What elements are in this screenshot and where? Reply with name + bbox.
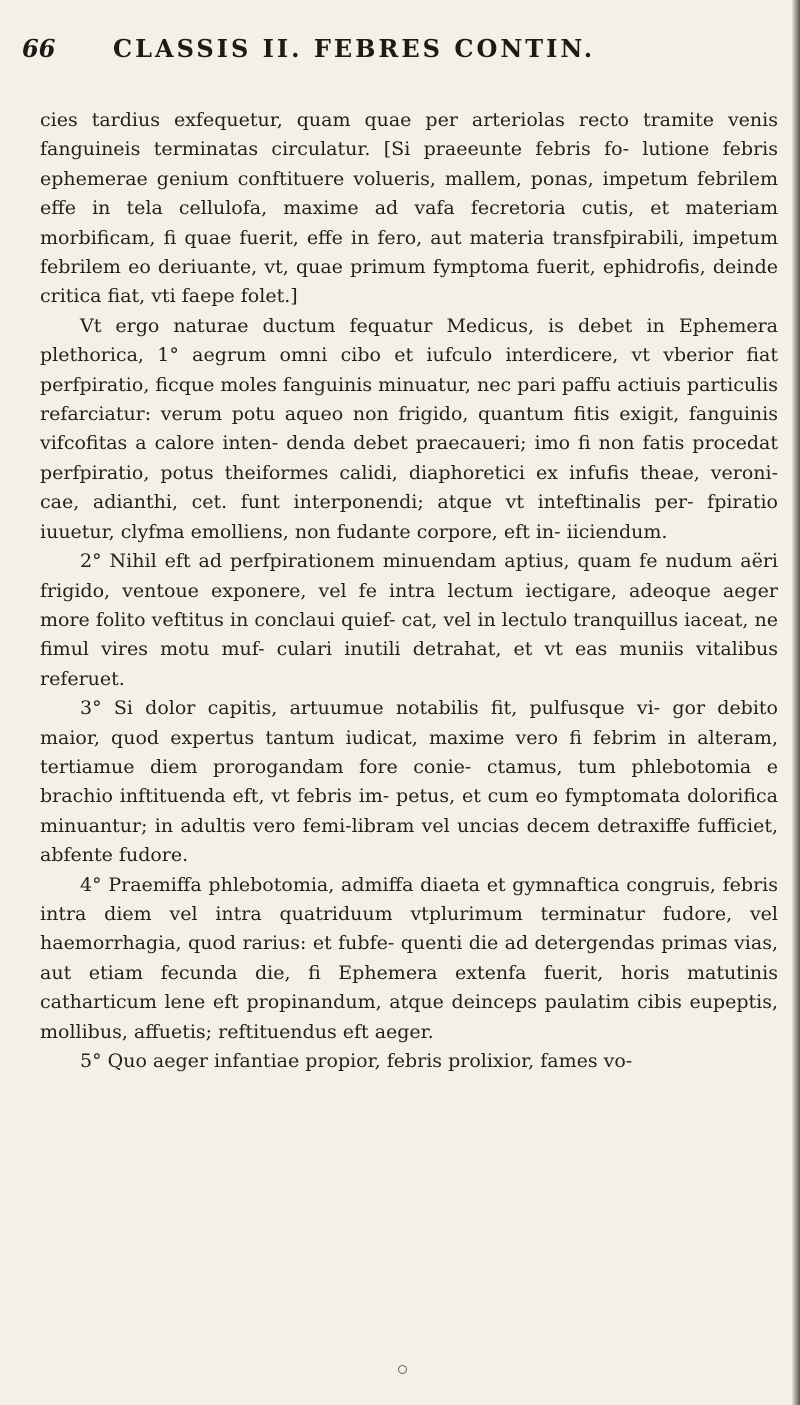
page-number: 66 — [22, 34, 56, 63]
paragraph-point-5: 5° Quo aeger infantiae propior, febris prolixior, fames vo- — [80, 1050, 633, 1072]
paragraph-point-2: 2° Nihil eft ad perfpirationem minuendam aptius, quam fe nudum aëri frigido, ventoue exponere, vel fe intra lectum iectigare, adeoque aeger more folito veftitus in conclaui quief- cat, vel in lectulo tranquillus iaceat, ne fimul vires motu muf- culari inutili detrahat, et vt eas muniis vitalibus referuet. — [40, 550, 778, 690]
body-text — [40, 106, 778, 1076]
paragraph-ephemera-plethorica: Vt ergo naturae ductum fequatur Medicus, is debet in Ephemera plethorica, 1° aegrum omni cibo et iufculo interdicere, vt vberior fiat perfpiratio, ficque moles fanguinis minuatur, nec pari paffu actiuis particulis refarciatur: verum potu aqueo non frigido, quantum fitis exigit, fanguinis vifcofitas a calore inten- denda debet praecaueri; imo fi non fatis procedat perfpiratio, potus theiformes calidi, diaphoretici ex infufis theae, veroni- cae, adianthi, cet. funt interponendi; atque vt inteftinalis per- fpiratio iuuetur, clyfma emolliens, non fudante corpore, eft in- iiciendum. — [40, 314, 778, 543]
page-header — [0, 30, 800, 70]
page-edge-shadow — [792, 0, 800, 1405]
paragraph-point-4: 4° Praemiffa phlebotomia, admiffa diaeta et gymnaftica congruis, febris intra diem vel intra quatriduum vtplurimum terminatur fudore, vel haemorrhagia, quod rarius: et fubfe- quenti die ad detergendas primas vias, aut etiam fecunda die, fi Ephemera extenfa fuerit, horis matutinis catharticum lene eft propinandum, atque deinceps paulatim cibis eupeptis, mollibus, affuetis; reftituendus eft aeger. — [40, 873, 778, 1043]
running-head: CLASSIS II. FEBRES CONTIN. — [113, 34, 596, 63]
paragraph-point-3: 3° Si dolor capitis, artuumue notabilis fit, pulfusque vi- gor debito maior, quod expertus tantum iudicat, maxime vero fi febrim in alteram, tertiamue diem prorogandam fore conie- ctamus, tum phlebotomia e brachio inftituenda eft, vt febris im- petus, et cum eo fymptomata dolorifica minuantur; in adultis vero femi-libram vel uncias decem detraxiffe fufficiet, abfente fudore. — [40, 697, 778, 867]
ink-spot-mark — [398, 1365, 407, 1374]
paragraph-continuation: cies tardius exfequetur, quam quae per arteriolas recto tramite venis fanguineis terminatas circulatur. [Si praeeunte febris fo- lutione febris ephemerae genium conftituere volueris, mallem, ponas, impetum febrilem effe in tela cellulofa, maxime ad vafa fecretoria cutis, et materiam morbificam, fi quae fuerit, effe in fero, aut materia transfpirabili, impetum febrilem eo deriuante, vt, quae primum fymptoma fuerit, ephidrofis, deinde critica fiat, vti faepe folet.] — [40, 109, 778, 308]
